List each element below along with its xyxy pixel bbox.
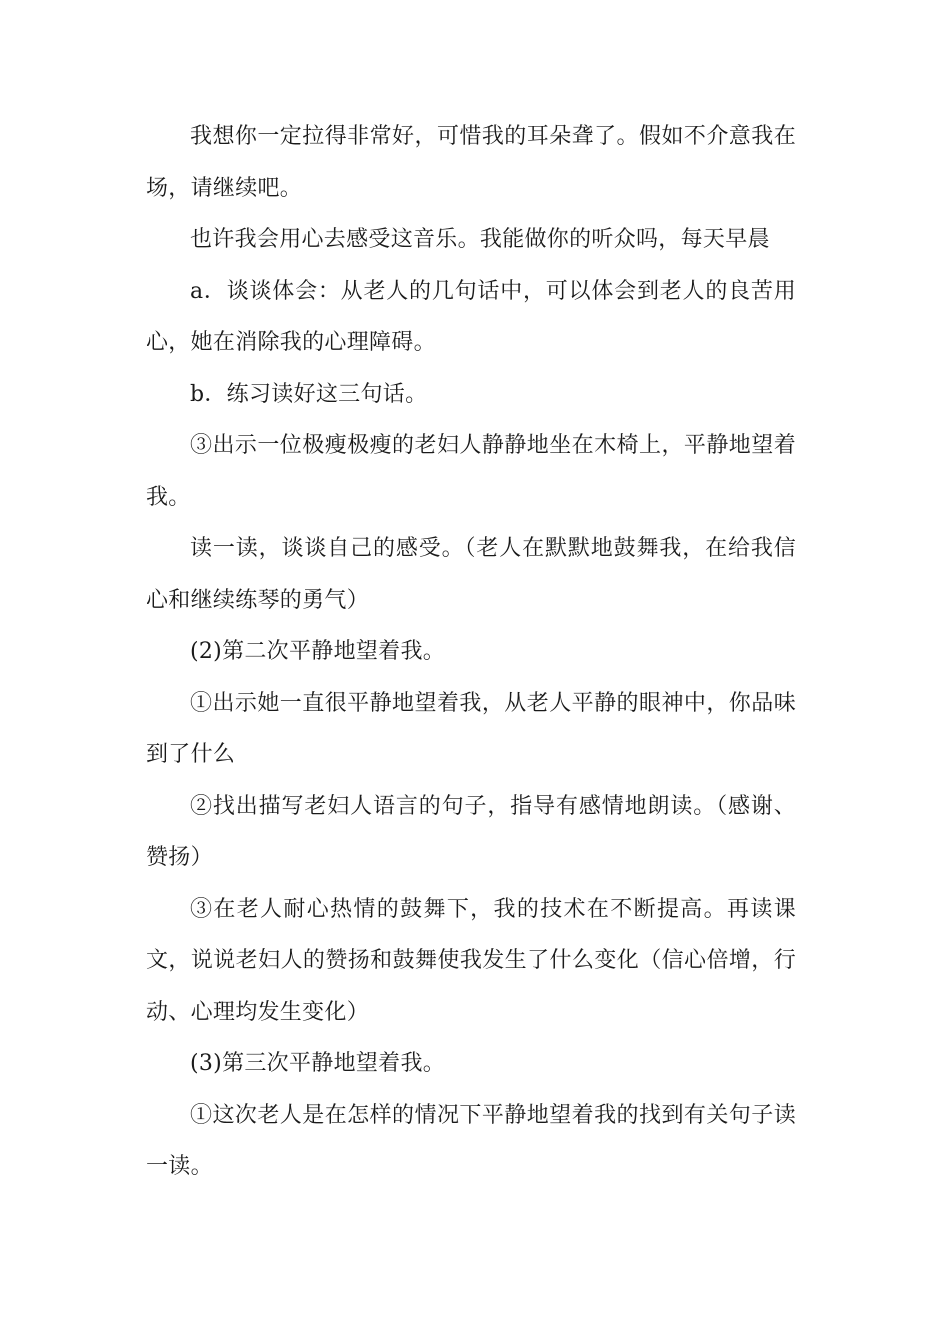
paragraph-10: ③在老人耐心热情的鼓舞下，我的技术在不断提高。再读课文，说说老妇人的赞扬和鼓舞使我发生了什么变化（信心倍增，行动、心理均发生变化） [146, 896, 796, 1025]
paragraph-12: ①这次老人是在怎样的情况下平静地望着我的找到有关句子读一读。 [146, 1102, 796, 1179]
paragraph-9: ②找出描写老妇人语言的句子，指导有感情地朗读。（感谢、赞扬） [146, 793, 796, 870]
paragraph-2: 也许我会用心去感受这音乐。我能做你的听众吗，每天早晨 [190, 227, 770, 252]
paragraph-3: a．谈谈体会：从老人的几句话中，可以体会到老人的良苦用心，她在消除我的心理障碍。 [146, 278, 796, 355]
paragraph-6: 读一读，谈谈自己的感受。（老人在默默地鼓舞我，在给我信心和继续练琴的勇气） [146, 536, 796, 613]
paragraph-8: ①出示她一直很平静地望着我，从老人平静的眼神中，你品味到了什么 [146, 690, 796, 767]
paragraph-11: (3)第三次平静地望着我。 [190, 1051, 446, 1076]
paragraph-7: (2)第二次平静地望着我。 [190, 639, 446, 664]
paragraph-5: ③出示一位极瘦极瘦的老妇人静静地坐在木椅上，平静地望着我。 [146, 433, 796, 510]
document-body [146, 111, 796, 1193]
paragraph-4: b．练习读好这三句话。 [190, 381, 428, 407]
paragraph-1: 我想你一定拉得非常好，可惜我的耳朵聋了。假如不介意我在场，请继续吧。 [146, 124, 796, 201]
